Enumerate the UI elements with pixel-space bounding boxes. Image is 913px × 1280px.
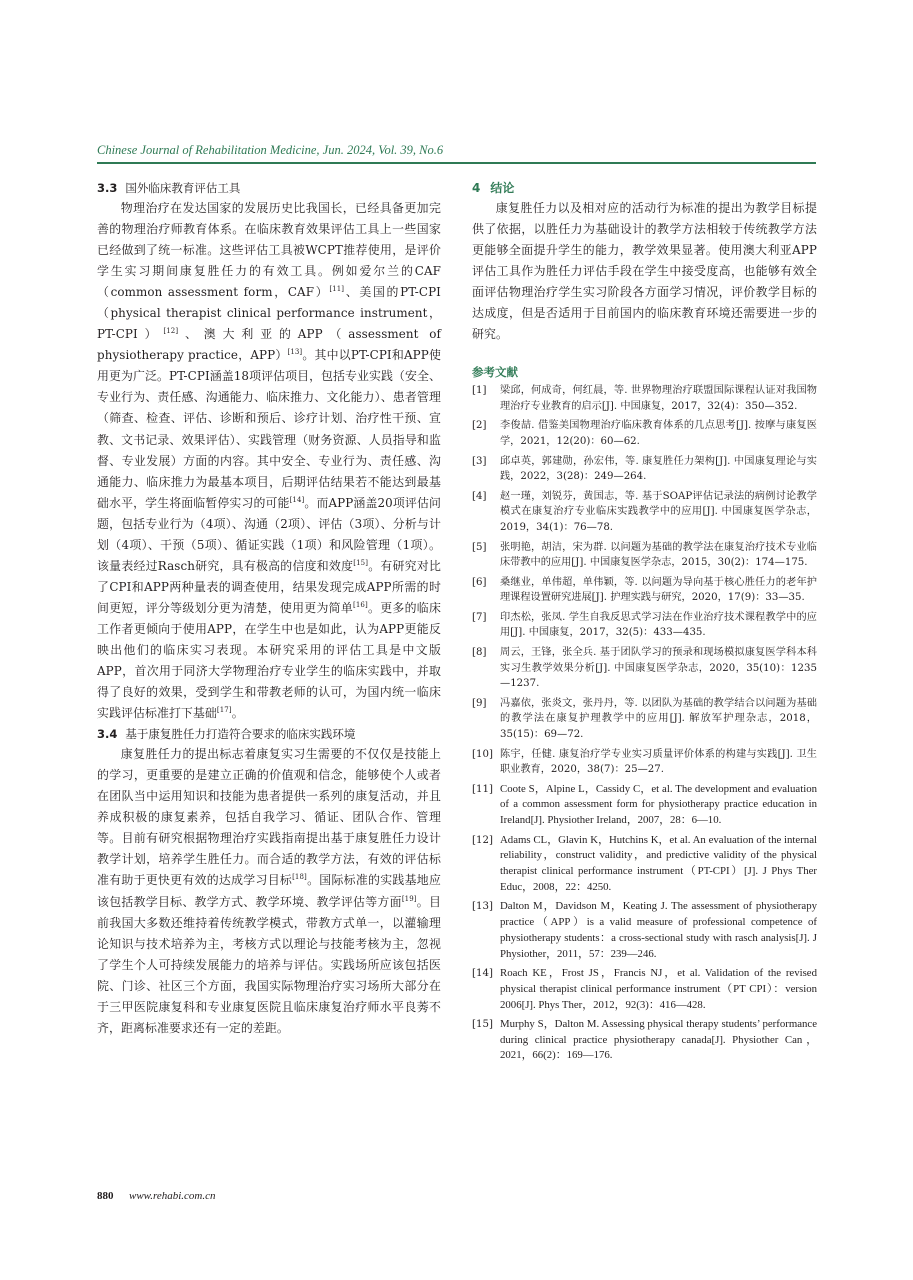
reference-text: Adams CL，Glavin K，Hutchins K，et al. An evaluation of the internal reliability，construct validity，and predictive validity of the physical therapist clinical performance instrument（PT-CPI）[J]. J Phys Ther Educ，2008，22：4250. [500, 833, 817, 893]
reference-text: 梁邱，何成奇，何红晨，等. 世界物理治疗联盟国际课程认证对我国物理治疗专业教育的启示[J]. 中国康复，2017，32(4)：350—352. [500, 385, 817, 413]
paragraph-3-3: 物理治疗在发达国家的发展历史比我国长，已经具备更加完善的物理治疗师教育体系。在临床教育效果评估工具上一些国家已经做到了统一标准。这些评估工具被WCPT推荐使用，是评价学生实习期间康复胜任力的有效工具。例如爱尔兰的CAF（common assessment form，CAF）[11]、美国的PT-CPI（physical therapist clinical performance instrument，PT-CPI）[12]、澳大利亚的APP（assessment of physiotherapy practice，APP）[13]。其中以PT-CPI和APP使用更为广泛。PT-CPI涵盖18项评估项目，包括专业实践（安全、专业行为、责任感、沟通能力、临床推力、文化能力）、患者管理（筛查、检查、评估、诊断和预后、诊疗计划、治疗性干预、宣教、文书记录、效果评估）、实践管理（财务资源、人员指导和监督、专业发展）方面的内容。其中安全、专业行为、责任感、沟通能力、临床推力为最基本项目，后期评估结果若不能达到最基础水平，学生将面临暂停实习的可能[14]。而APP涵盖20项评估问题，包括专业行为（4项）、沟通（2项）、评估（3项）、分析与计划（4项）、干预（5项）、循证实践（1项）和风险管理（1项）。该量表经过Rasch研究，具有极高的信度和效度[15]。有研究对比了CPI和APP两种量表的调查使用，结果发现完成APP所需的时间更短，评分等级划分更为清楚，使用更为简单[16]。更多的临床工作者更倾向于使用APP，在学生中也是如此，认为APP更能反映出他们的临床实习表现。本研究采用的评估工具是中文版APP，首次用于同济大学物理治疗专业学生的临床实践中，并取得了良好的效果，受到学生和带教老师的认可，为国内统一临床实践评估标准打下基础[17]。 [97, 201, 441, 721]
reference-item [472, 966, 817, 1013]
reference-text: 桑继业，单伟超，单伟颖，等. 以问题为导向基于核心胜任力的老年护理课程设置研究进展[J]. 护理实践与研究，2020，17(9)：33—35. [500, 576, 817, 604]
reference-item [472, 575, 817, 607]
section-number: 3.4 [97, 727, 118, 742]
footer-url: www.rehabi.com.cn [129, 1190, 216, 1202]
reference-list [472, 383, 817, 1064]
reference-number: [11] [472, 783, 493, 795]
reference-item [472, 610, 817, 642]
journal-header: Chinese Journal of Rehabilitation Medicine, Jun. 2024, Vol. 39, No.6 [97, 143, 444, 157]
reference-text: Dalton M，Davidson M，Keating J. The assessment of physiotherapy practice（APP）is a valid measure of professional competence of physiotherapy students：a cross-sectional study with rasch analysis[J]. J Physiother，2011，57：239—246. [500, 900, 817, 960]
reference-text: 邱卓英，郭建勋，孙宏伟，等. 康复胜任力架构[J]. 中国康复理论与实践，2022，3(28)：249—264. [500, 455, 817, 483]
page-number: 880 [97, 1190, 114, 1202]
reference-item [472, 1017, 817, 1064]
section-title: 结论 [490, 181, 515, 195]
reference-number: [13] [472, 901, 493, 913]
reference-text: 陈宇，任健. 康复治疗学专业实习质量评价体系的构建与实践[J]. 卫生职业教育，2020，38(7)：25—27. [500, 748, 817, 776]
reference-text: 冯嘉依，张炎文，张丹丹，等. 以团队为基础的教学结合以问题为基础的教学法在康复护理教学中的应用[J]. 解放军护理杂志，2018，35(15)：69—72. [500, 697, 817, 741]
reference-number: [8] [472, 646, 487, 658]
reference-text: 李俊喆. 借鉴美国物理治疗临床教育体系的几点思考[J]. 按摩与康复医学，2021，12(20)：60—62. [500, 420, 817, 448]
section-title: 基于康复胜任力打造符合要求的临床实践环境 [125, 727, 356, 742]
reference-text: Murphy S，Dalton M. Assessing physical therapy students’ performance during clinical practice physiotherapy canada[J]. Physiother Can，2021，66(2)：169—176. [500, 1017, 817, 1062]
reference-item [472, 454, 817, 486]
reference-number: [7] [472, 611, 487, 623]
section-title: 国外临床教育评估工具 [125, 181, 241, 195]
left-column [97, 178, 441, 1039]
paragraph-3-4: 康复胜任力的提出标志着康复实习生需要的不仅仅是技能上的学习，更重要的是建立正确的价值观和信念，能够使个人或者在团队当中运用知识和技能为患者提供一系列的康复活动，并且养成积极的康复素养，包括自我学习、循证、团队合作、管理等。目前有研究根据物理治疗实践指南提出基于康复胜任力设计教学计划，培养学生胜任力。而合适的教学方法，有效的评估标准有助于更快更有效的达成学习目标[18]。国际标准的实践基地应该包括教学目标、教学方式、教学环境、教学评估等方面[19]。目前我国大多数还维持着传统教学模式，带教方式单一，以灌输理论知识与技术培养为主，考核方式以理论与技能考核为主，忽视了学生个人可持续发展能力的培养与评估。实践场所应该包括医院、门诊、社区三个方面，我国实际物理治疗实习场所大部分在于三甲医院康复科和专业康复医院且临床康复治疗师水平良莠不齐，距离标准要求还有一定的差距。 [97, 747, 441, 1035]
reference-item [472, 899, 817, 962]
reference-item [472, 696, 817, 743]
reference-item [472, 747, 817, 779]
right-column [472, 178, 817, 1068]
reference-number: [15] [472, 1018, 493, 1030]
reference-number: [10] [472, 748, 493, 760]
section-number: 4 [472, 181, 481, 195]
reference-text: 印杰松，张凤. 学生自我反思式学习法在作业治疗技术课程教学中的应用[J]. 中国康复，2017，32(5)：433—435. [500, 611, 817, 639]
reference-number: [12] [472, 834, 493, 846]
reference-item [472, 645, 817, 692]
section-4-heading [472, 178, 817, 198]
reference-text: Coote S，Alpine L，Cassidy C，et al. The development and evaluation of a common assessment form for physiotherapy practice education in Ireland[J]. Physiother Ireland，2007，28：6—10. [500, 782, 817, 827]
page-footer [97, 1189, 215, 1202]
reference-number: [2] [472, 420, 487, 432]
reference-number: [3] [472, 455, 487, 467]
paragraph-conclusion: 康复胜任力以及相对应的活动行为标准的提出为教学目标提供了依据，以胜任力为基础设计的教学方法相较于传统教学方法更能够全面提升学生的能力，教学效果显著。使用澳大利亚APP评估工具作为胜任力评估手段在学生中接受度高，也能够有效全面评估物理治疗学生实习阶段各方面学习情况，评价教学目标的达成度，但是否适用于目前国内的临床教育环境还需要进一步的研究。 [472, 201, 817, 342]
reference-text: 赵一瑾，刘锐芬，黄国志，等. 基于SOAP评估记录法的病例讨论教学模式在康复治疗专业临床实践教学中的应用[J]. 中国康复医学杂志，2019，34(1)：76—78. [500, 490, 817, 534]
references-heading: 参考文献 [472, 365, 518, 380]
reference-item [472, 833, 817, 896]
reference-item [472, 489, 817, 536]
reference-item [472, 782, 817, 829]
reference-text: Roach KE，Frost JS，Francis NJ，et al. Validation of the revised physical therapist clinical performance instrument（PT CPI）：version 2006[J]. Phys Ther，2012，92(3)：416—428. [500, 966, 817, 1011]
section-3-3-heading [97, 178, 441, 198]
section-number: 3.3 [97, 181, 118, 195]
reference-item [472, 540, 817, 572]
reference-number: [5] [472, 541, 487, 553]
reference-text: 周云，王锋，张全兵. 基于团队学习的预录和现场模拟康复医学科本科实习生教学效果分析[J]. 中国康复医学杂志，2020，35(10)：1235—1237. [500, 646, 817, 690]
reference-number: [4] [472, 490, 487, 502]
section-3-4-heading [97, 724, 441, 744]
reference-number: [6] [472, 576, 487, 588]
reference-item [472, 383, 817, 415]
reference-item [472, 418, 817, 450]
reference-number: [9] [472, 697, 487, 709]
reference-text: 张明艳，胡洁，宋为群. 以问题为基础的教学法在康复治疗技术专业临床带教中的应用[J]. 中国康复医学杂志，2015，30(2)：174—175. [500, 541, 817, 569]
header-rule [97, 162, 816, 164]
reference-number: [1] [472, 385, 487, 397]
reference-number: [14] [472, 967, 493, 979]
